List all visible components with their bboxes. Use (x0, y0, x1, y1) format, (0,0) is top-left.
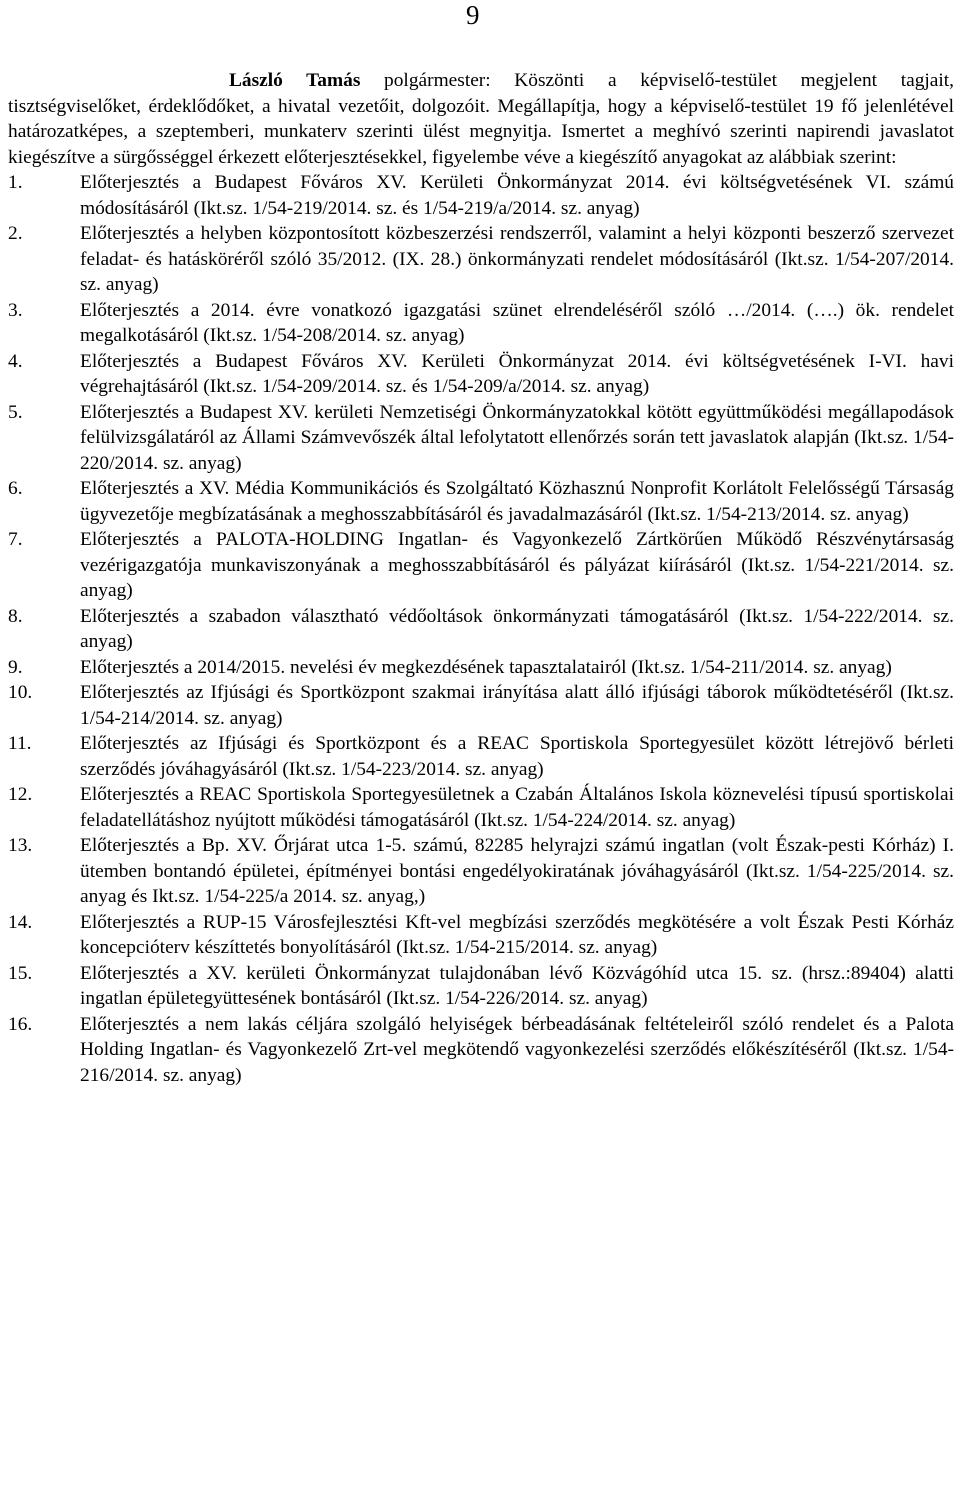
agenda-item-number: 12. (8, 784, 33, 805)
agenda-item-number: 3. (8, 299, 23, 321)
speaker-name: László Tamás (229, 70, 361, 91)
agenda-item-text: Előterjesztés a Budapest Főváros XV. Kerületi Önkormányzat 2014. évi költségvetésének I-VI. havi végrehajtásáról (Ikt.sz. 1/54-209/2014. sz. és 1/54-209/a/2014. sz. anyag) (80, 350, 954, 397)
agenda-item-number: 14. (8, 911, 33, 933)
agenda-item (8, 680, 954, 731)
agenda-item (8, 782, 954, 833)
agenda-list (8, 170, 954, 1088)
agenda-item-number: 10. (8, 682, 33, 703)
agenda-item-text: Előterjesztés a Budapest Főváros XV. Kerületi Önkormányzat 2014. évi költségvetésének VI. számú módosításáról (Ikt.sz. 1/54-219/2014. sz. és 1/54-219/a/2014. sz. anyag) (80, 172, 954, 219)
agenda-item-text: Előterjesztés a RUP-15 Városfejlesztési Kft-vel megbízási szerződés megkötésére a volt Észak Pesti Kórház koncepcióterv készíttetés bonyolításáról (Ikt.sz. 1/54-215/2014. sz. anyag) (80, 911, 954, 958)
agenda-item-number: 5. (8, 401, 23, 423)
agenda-item (8, 170, 954, 221)
intro-text: polgármester: Köszönti a képviselő-testület megjelent tagjait, tisztségviselőket, érdeklődőket, a hivatal vezetőit, dolgozóit. Megállapítja, hogy a képviselő-testület 19 fő jelenlétével határozatképes, a szeptemberi, munkaterv szerinti ülést megnyitja. Ismertet a meghívó szerinti napirendi javaslatot kiegészítve a sürgősséggel érkezett előterjesztésekkel, figyelembe véve a kiegészítő anyagokat az alábbiak szerint: (8, 70, 955, 168)
agenda-item-number: 9. (8, 656, 23, 678)
page-content (8, 68, 954, 1088)
agenda-item-text: Előterjesztés a 2014/2015. nevelési év megkezdésének tapasztalatairól (Ikt.sz. 1/54-211/2014. sz. anyag) (80, 656, 892, 678)
agenda-item-text: Előterjesztés a XV. kerületi Önkormányzat tulajdonában lévő Közvágóhíd utca 15. sz. (hrsz.:89404) alatti ingatlan épületegyüttesének bontásáról (Ikt.sz. 1/54-226/2014. sz. anyag) (80, 962, 954, 1009)
page-number: 9 (466, 0, 480, 30)
agenda-item (8, 527, 954, 604)
agenda-item-number: 13. (8, 835, 33, 856)
agenda-item-number: 4. (8, 350, 23, 372)
agenda-item-number: 8. (8, 605, 23, 627)
agenda-item (8, 1012, 954, 1089)
agenda-item-text: Előterjesztés a Bp. XV. Őrjárat utca 1-5. számú, 82285 helyrajzi számú ingatlan (volt Észak-pesti Kórház) I. ütemben bontandó épületei, építményei bontási engedélyokiratának jóváhagyásáról (Ikt.sz. 1/54-225/2014. sz. anyag és Ikt.sz. 1/54-225/a 2014. sz. anyag,) (80, 835, 954, 907)
agenda-item (8, 655, 954, 681)
agenda-item-number: 1. (8, 172, 23, 193)
agenda-item-text: Előterjesztés a helyben központosított közbeszerzési rendszerről, valamint a helyi központi beszerző szervezet feladat- és hatásköréről szóló 35/2012. (IX. 28.) önkormányzati rendelet módosításáról (Ikt.sz. 1/54-207/2014. sz. anyag) (80, 223, 954, 295)
agenda-item-number: 11. (8, 733, 32, 754)
agenda-item-text: Előterjesztés a REAC Sportiskola Sportegyesületnek a Czabán Általános Iskola köznevelési típusú sportiskolai feladatellátáshoz nyújtott működési támogatásáról (Ikt.sz. 1/54-224/2014. sz. anyag) (80, 784, 954, 831)
agenda-item (8, 349, 954, 400)
agenda-item (8, 476, 954, 527)
agenda-item-text: Előterjesztés az Ifjúsági és Sportközpont és a REAC Sportiskola Sportegyesület között létrejövő bérleti szerződés jóváhagyásáról (Ikt.sz. 1/54-223/2014. sz. anyag) (80, 733, 954, 780)
agenda-item (8, 731, 954, 782)
agenda-item (8, 400, 954, 477)
intro-paragraph (8, 68, 954, 170)
agenda-item-text: Előterjesztés az Ifjúsági és Sportközpont szakmai irányítása alatt álló ifjúsági táborok működtetéséről (Ikt.sz. 1/54-214/2014. sz. anyag) (80, 682, 954, 729)
agenda-item-text: Előterjesztés a Budapest XV. kerületi Nemzetiségi Önkormányzatokkal kötött együttműködési megállapodások felülvizsgálatáról az Állami Számvevőszék által lefolytatott ellenőrzés során tett javaslatok alapján (Ikt.sz. 1/54-220/2014. sz. anyag) (80, 401, 954, 474)
agenda-item-number: 6. (8, 478, 23, 499)
agenda-item-number: 15. (8, 962, 33, 984)
agenda-item-text: Előterjesztés a szabadon választható védőoltások önkormányzati támogatásáról (Ikt.sz. 1/54-222/2014. sz. anyag) (80, 605, 954, 652)
agenda-item-text: Előterjesztés a 2014. évre vonatkozó igazgatási szünet elrendeléséről szóló …/2014. (….) ök. rendelet megalkotásáról (Ikt.sz. 1/54-208/2014. sz. anyag) (80, 299, 954, 346)
agenda-item-number: 2. (8, 223, 23, 244)
agenda-item (8, 604, 954, 655)
agenda-item (8, 221, 954, 298)
agenda-item-number: 7. (8, 529, 23, 550)
agenda-item-text: Előterjesztés a PALOTA-HOLDING Ingatlan- és Vagyonkezelő Zártkörűen Működő Részvénytársaság vezérigazgatója munkaviszonyának a meghosszabbításáról és pályázat kiírásáról (Ikt.sz. 1/54-221/2014. sz. anyag) (80, 529, 954, 601)
agenda-item-text: Előterjesztés a XV. Média Kommunikációs és Szolgáltató Közhasznú Nonprofit Korlátolt Felelősségű Társaság ügyvezetője megbízatásának a meghosszabbításáról és javadalmazásáról (Ikt.sz. 1/54-213/2014. sz. anyag) (80, 478, 954, 525)
agenda-item (8, 961, 954, 1012)
agenda-item (8, 298, 954, 349)
agenda-item-text: Előterjesztés a nem lakás céljára szolgáló helyiségek bérbeadásának feltételeiről szóló rendelet és a Palota Holding Ingatlan- és Vagyonkezelő Zrt-vel megkötendő vagyonkezelési szerződés előkészítéséről (Ikt.sz. 1/54-216/2014. sz. anyag) (80, 1013, 954, 1086)
agenda-item (8, 910, 954, 961)
agenda-item (8, 833, 954, 910)
agenda-item-number: 16. (8, 1013, 33, 1035)
